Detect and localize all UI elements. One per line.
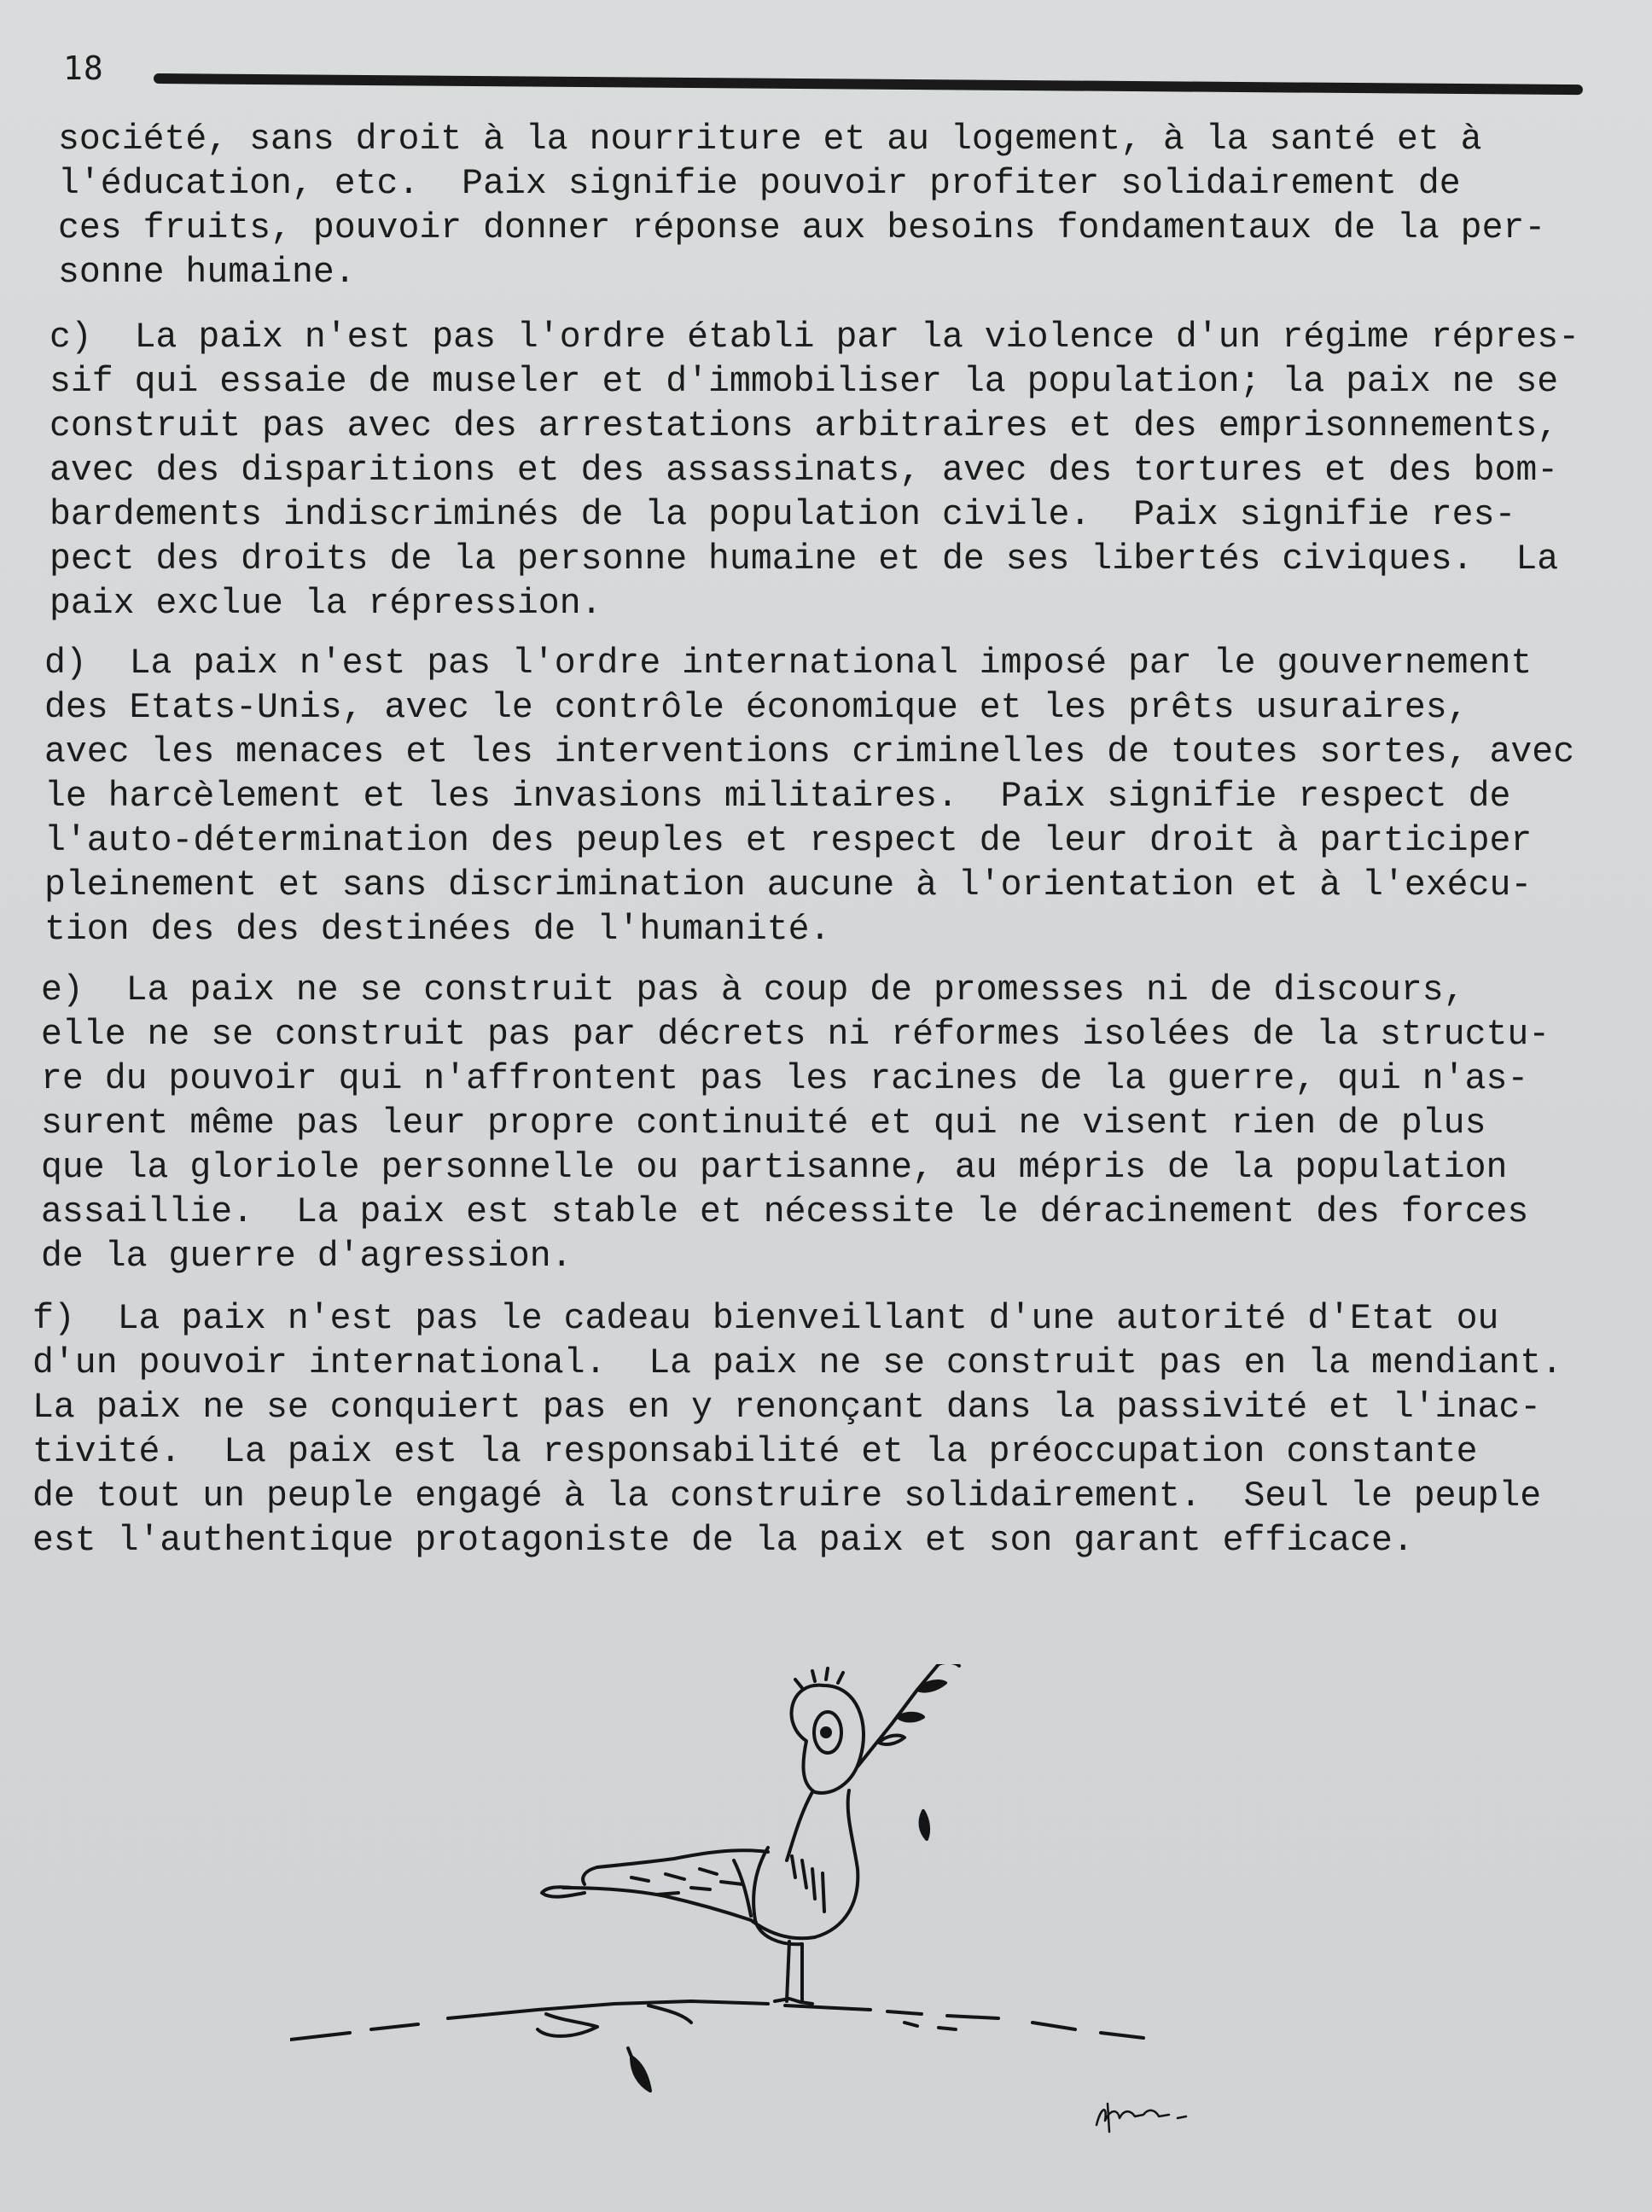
header-rule [154, 73, 1583, 95]
text-line: assaillie. La paix est stable et nécessite le déracinement des forces [41, 1192, 1529, 1232]
dove-body-drawing [751, 1790, 858, 1944]
text-line: des Etats-Unis, avec le contrôle économique et les prêts usuraires, [44, 688, 1469, 728]
text-line: de tout un peuple engagé à la construire solidairement. Seul le peuple [32, 1476, 1542, 1516]
text-line: ces fruits, pouvoir donner réponse aux besoins fondamentaux de la per- [58, 208, 1546, 248]
paragraph-e [41, 969, 1637, 1279]
paragraph-d [44, 642, 1640, 952]
text-line: bardements indiscriminés de la population civile. Paix signifie res- [49, 495, 1516, 535]
paragraph-a [58, 118, 1652, 295]
text-line: l'auto-détermination des peuples et respect de leur droit à participer [44, 821, 1533, 861]
text-line: d'un pouvoir international. La paix ne se construit pas en la mendiant. [32, 1343, 1563, 1383]
text-line: re du pouvoir qui n'affrontent pas les racines de la guerre, qui n'as- [41, 1059, 1529, 1099]
paragraph-c [49, 316, 1645, 626]
text-line: e) La paix ne se construit pas à coup de promesses ni de discours, [41, 970, 1465, 1010]
page-number: 18 [63, 49, 104, 87]
text-line: l'éducation, etc. Paix signifie pouvoir profiter solidairement de [58, 164, 1461, 204]
dove-with-olive-branch-illustration [290, 1664, 1314, 2142]
text-line: paix exclue la répression. [49, 584, 602, 624]
text-line: pleinement et sans discrimination aucune à l'orientation et à l'exécu- [44, 865, 1533, 905]
olive-branch-drawing [858, 1664, 959, 1767]
dove-head-drawing [792, 1668, 864, 1793]
text-line: tion des des destinées de l'humanité. [44, 910, 831, 950]
text-line: elle ne se construit pas par décrets ni réformes isolées de la structu- [41, 1015, 1550, 1055]
text-line: le harcèlement et les invasions militaires. Paix signifie respect de [44, 777, 1511, 817]
text-line: que la gloriole personnelle ou partisanne, au mépris de la population [41, 1148, 1508, 1188]
text-line: surent même pas leur propre continuité et qui ne visent rien de plus [41, 1103, 1486, 1144]
ground-lines-drawing [290, 2001, 1143, 2040]
text-line: société, sans droit à la nourriture et au logement, à la santé et à [58, 119, 1482, 160]
paragraph-f [32, 1297, 1628, 1563]
text-line: de la guerre d'agression. [41, 1237, 573, 1277]
text-line: pect des droits de la personne humaine et de ses libertés civiques. La [49, 539, 1559, 579]
dove-wing-tail-drawing [542, 1850, 768, 1920]
artist-signature-drawing [1096, 2104, 1186, 2132]
dove-legs-drawing [775, 1941, 812, 2004]
text-line: est l'authentique protagoniste de la paix et son garant efficace. [32, 1521, 1414, 1561]
text-line: sonne humaine. [58, 253, 356, 293]
text-line: tivité. La paix est la responsabilité et la préoccupation constante [32, 1432, 1478, 1472]
text-line: avec des disparitions et des assassinats, avec des tortures et des bom- [49, 451, 1559, 491]
text-line: c) La paix n'est pas l'ordre établi par la violence d'un régime répres- [49, 317, 1580, 358]
text-line: La paix ne se conquiert pas en y renonçant dans la passivité et l'inac- [32, 1388, 1542, 1428]
text-line: f) La paix n'est pas le cadeau bienveillant d'une autorité d'Etat ou [32, 1299, 1499, 1339]
text-line: construit pas avec des arrestations arbitraires et des emprisonnements, [49, 406, 1559, 446]
text-line: sif qui essaie de museler et d'immobiliser la population; la paix ne se [49, 362, 1559, 402]
text-line: d) La paix n'est pas l'ordre international imposé par le gouvernement [44, 643, 1533, 684]
text-line: avec les menaces et les interventions criminelles de toutes sortes, avec [44, 732, 1575, 772]
